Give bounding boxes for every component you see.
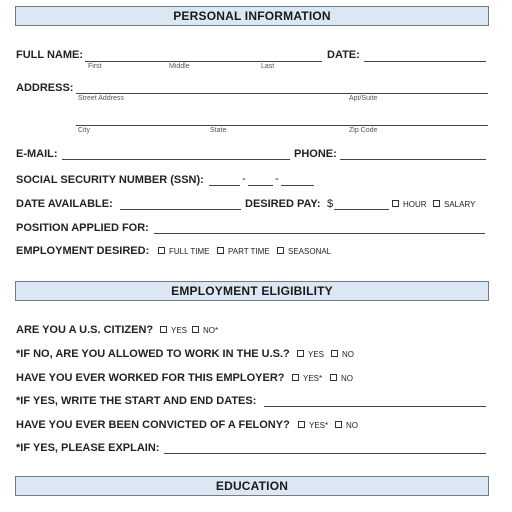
allowed-to-work-no-checkbox[interactable] — [331, 350, 338, 357]
employment-desired-label: EMPLOYMENT DESIRED: — [16, 245, 150, 257]
personal-information-header: PERSONAL INFORMATION — [15, 6, 489, 26]
worked-for-employer-yes-label: YES* — [303, 374, 323, 383]
date-available-label: DATE AVAILABLE: — [16, 198, 113, 210]
full-name-field[interactable] — [85, 61, 322, 62]
apt-suite-caption: Apt/Suite — [349, 95, 378, 102]
email-label: E-MAIL: — [16, 148, 58, 160]
worked-for-employer-no-checkbox[interactable] — [330, 374, 337, 381]
salary-checkbox[interactable] — [433, 200, 440, 207]
date-field[interactable] — [364, 61, 486, 62]
felony-yes-checkbox[interactable] — [298, 421, 305, 428]
date-available-field[interactable] — [120, 209, 241, 210]
last-name-caption: Last — [261, 63, 275, 70]
full-time-option-label: FULL TIME — [169, 247, 210, 256]
start-end-dates-label: *IF YES, WRITE THE START AND END DATES: — [16, 395, 257, 407]
education-header: EDUCATION — [15, 476, 489, 496]
phone-field[interactable] — [340, 159, 486, 160]
employment-eligibility-header: EMPLOYMENT ELIGIBILITY — [15, 281, 489, 301]
phone-label: PHONE: — [294, 148, 337, 160]
ssn-field-part2[interactable] — [248, 185, 273, 186]
salary-option-label: SALARY — [444, 200, 476, 209]
street-address-field[interactable] — [76, 93, 488, 94]
ssn-dash: - — [275, 173, 279, 185]
us-citizen-yes-label: YES — [171, 326, 188, 335]
explain-field[interactable] — [164, 453, 486, 454]
ssn-label: SOCIAL SECURITY NUMBER (SSN): — [16, 174, 204, 186]
worked-for-employer-no-label: NO — [341, 374, 353, 383]
felony-no-label: NO — [346, 421, 358, 430]
ssn-field-part1[interactable] — [209, 185, 240, 186]
ssn-field-part3[interactable] — [281, 185, 314, 186]
zip-code-caption: Zip Code — [349, 127, 378, 134]
position-applied-label: POSITION APPLIED FOR: — [16, 222, 149, 234]
allowed-to-work-yes-checkbox[interactable] — [297, 350, 304, 357]
us-citizen-no-label: NO* — [203, 326, 219, 335]
felony-question: HAVE YOU EVER BEEN CONVICTED OF A FELONY? — [16, 419, 290, 431]
city-caption: City — [78, 127, 91, 134]
position-applied-field[interactable] — [154, 233, 485, 234]
middle-name-caption: Middle — [169, 63, 190, 70]
state-caption: State — [210, 127, 227, 134]
part-time-checkbox[interactable] — [217, 247, 224, 254]
part-time-option-label: PART TIME — [228, 247, 270, 256]
street-address-caption: Street Address — [78, 95, 124, 102]
worked-for-employer-question: HAVE YOU EVER WORKED FOR THIS EMPLOYER? — [16, 372, 285, 384]
ssn-dash: - — [242, 173, 246, 185]
address-label: ADDRESS: — [16, 82, 74, 94]
dollar-sign: $ — [327, 198, 334, 210]
us-citizen-yes-checkbox[interactable] — [160, 326, 167, 333]
explain-label: *IF YES, PLEASE EXPLAIN: — [16, 442, 160, 454]
us-citizen-no-checkbox[interactable] — [192, 326, 199, 333]
hour-option-label: HOUR — [403, 200, 427, 209]
date-label: DATE: — [327, 49, 360, 61]
full-time-checkbox[interactable] — [158, 247, 165, 254]
seasonal-option-label: SEASONAL — [288, 247, 332, 256]
seasonal-checkbox[interactable] — [277, 247, 284, 254]
allowed-to-work-question: *IF NO, ARE YOU ALLOWED TO WORK IN THE U.S.? — [16, 348, 290, 360]
city-state-zip-field[interactable] — [76, 125, 488, 126]
email-field[interactable] — [62, 159, 290, 160]
us-citizen-question: ARE YOU A U.S. CITIZEN? — [16, 324, 154, 336]
hour-checkbox[interactable] — [392, 200, 399, 207]
allowed-to-work-yes-label: YES — [308, 350, 325, 359]
desired-pay-label: DESIRED PAY: — [245, 198, 321, 210]
start-end-dates-field[interactable] — [264, 406, 486, 407]
felony-no-checkbox[interactable] — [335, 421, 342, 428]
desired-pay-field[interactable] — [334, 209, 389, 210]
allowed-to-work-no-label: NO — [342, 350, 354, 359]
worked-for-employer-yes-checkbox[interactable] — [292, 374, 299, 381]
full-name-label: FULL NAME: — [16, 49, 84, 61]
first-name-caption: First — [88, 63, 102, 70]
felony-yes-label: YES* — [309, 421, 329, 430]
